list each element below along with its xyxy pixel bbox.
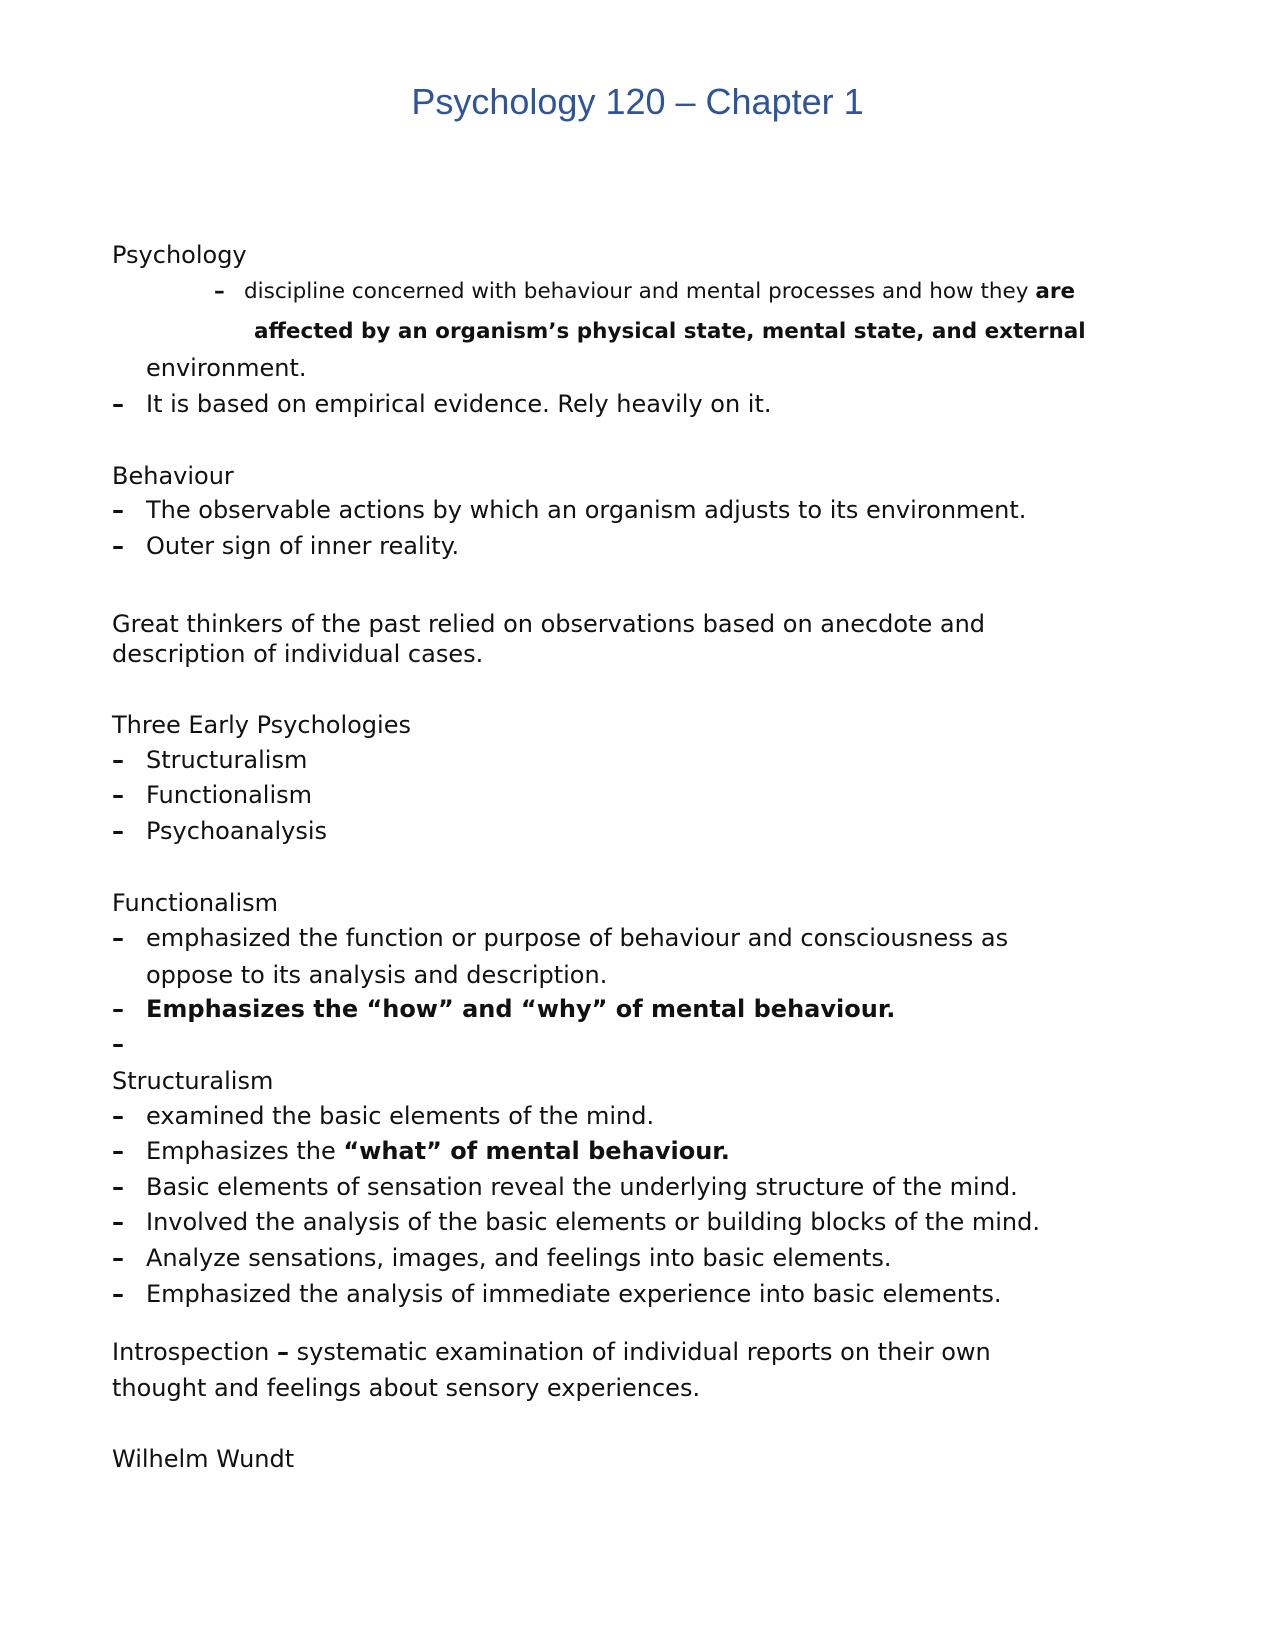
dash-bullet: –	[112, 1030, 124, 1058]
list-item-text: Functionalism	[146, 781, 313, 809]
dash-separator: –	[277, 1338, 290, 1366]
dash-bullet: –	[112, 817, 124, 845]
list-item	[112, 1279, 1002, 1309]
list-item-text: Structuralism	[146, 746, 308, 774]
dash-bullet: –	[112, 532, 124, 560]
dash-bullet: –	[112, 1173, 124, 1201]
dash-bullet: –	[112, 781, 124, 809]
introspection-definition: systematic examination of individual reports on their own	[289, 1338, 991, 1366]
dash-bullet: –	[112, 1137, 124, 1165]
list-item-text: Psychoanalysis	[146, 817, 328, 845]
list-item	[112, 994, 895, 1024]
dash-bullet: –	[112, 1102, 124, 1130]
introspection-line2: thought and feelings about sensory experiences.	[112, 1374, 701, 1402]
heading-psychology: Psychology	[112, 241, 247, 269]
introspection-line1	[112, 1337, 991, 1367]
list-item-text: Emphasized the analysis of immediate experience into basic elements.	[146, 1280, 1002, 1308]
heading-wilhelm-wundt: Wilhelm Wundt	[112, 1445, 295, 1473]
heading-structuralism: Structuralism	[112, 1067, 274, 1095]
list-item	[112, 1101, 654, 1131]
dash-bullet: –	[112, 390, 124, 418]
psychology-definition-text: discipline concerned with behaviour and mental processes and how they	[244, 279, 1036, 304]
psychology-definition-line1	[214, 277, 1075, 307]
list-item-text: Outer sign of inner reality.	[146, 532, 460, 560]
psychology-definition-bold-continued: affected by an organism’s physical state, mental state, and external	[254, 319, 1086, 344]
list-item-text: The observable actions by which an organism adjusts to its environment.	[146, 496, 1027, 524]
psychology-definition-line2	[254, 317, 1086, 347]
list-item	[112, 1136, 730, 1166]
list-item	[112, 1207, 1040, 1237]
dash-bullet: –	[112, 995, 124, 1023]
list-item-continuation: oppose to its analysis and description.	[146, 961, 608, 989]
dash-bullet: –	[112, 924, 124, 952]
list-item-text: Analyze sensations, images, and feelings into basic elements.	[146, 1244, 892, 1272]
list-item	[112, 531, 459, 561]
page-title: Psychology 120 – Chapter 1	[411, 81, 864, 122]
list-item-text: It is based on empirical evidence. Rely heavily on it.	[146, 390, 772, 418]
list-item	[112, 780, 312, 810]
list-item-empty	[112, 1029, 146, 1059]
list-item-text: emphasized the function or purpose of behaviour and consciousness as	[146, 924, 1009, 952]
list-item	[112, 923, 1008, 953]
heading-behaviour: Behaviour	[112, 462, 234, 490]
psychology-definition-line3: environment.	[146, 354, 307, 382]
introspection-term: Introspection	[112, 1338, 278, 1366]
list-item-text: Emphasizes the	[146, 1137, 344, 1165]
dash-bullet: –	[112, 1208, 124, 1236]
list-item-text-bold: “what” of mental behaviour.	[343, 1137, 730, 1165]
list-item-text-bold: Emphasizes the “how” and “why” of mental behaviour.	[146, 995, 896, 1023]
paragraph-line: Great thinkers of the past relied on observations based on anecdote and	[112, 610, 986, 638]
heading-three-early-psychologies: Three Early Psychologies	[112, 711, 411, 739]
dash-bullet: –	[112, 496, 124, 524]
list-item-text: Basic elements of sensation reveal the underlying structure of the mind.	[146, 1173, 1018, 1201]
dash-bullet: –	[112, 1280, 124, 1308]
psychology-definition-bold: are	[1035, 279, 1076, 304]
paragraph-line: description of individual cases.	[112, 640, 484, 668]
list-item	[112, 1243, 891, 1273]
list-item-text: examined the basic elements of the mind.	[146, 1102, 655, 1130]
list-item-text: Involved the analysis of the basic elements or building blocks of the mind.	[146, 1208, 1040, 1236]
list-item	[112, 816, 327, 846]
list-item	[112, 745, 307, 775]
dash-bullet: –	[112, 1244, 124, 1272]
list-item	[112, 1172, 1018, 1202]
list-item	[112, 389, 772, 419]
heading-functionalism: Functionalism	[112, 889, 279, 917]
dash-bullet: –	[214, 279, 225, 304]
dash-bullet: –	[112, 746, 124, 774]
list-item	[112, 495, 1026, 525]
